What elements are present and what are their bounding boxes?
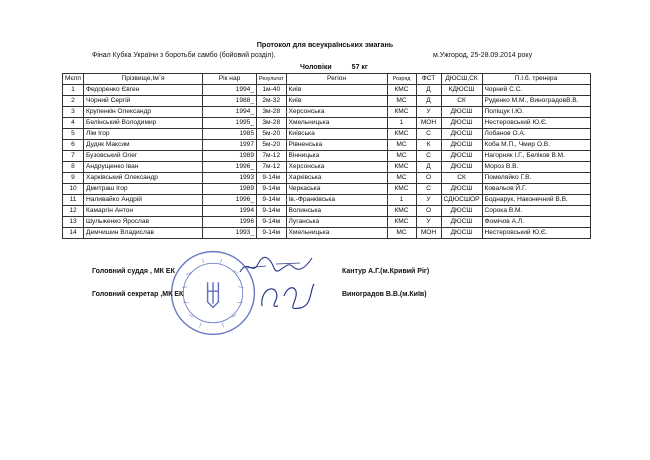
cell-school: СК (441, 173, 482, 184)
cell-coach: Помеляйко Г.В. (482, 173, 590, 184)
cell-school: ДЮСШ (441, 129, 482, 140)
cell-result: 9-14м (257, 228, 287, 239)
chief-judge-title: Головний суддя , МК ЕК (92, 268, 175, 275)
cell-birth: 1996_ (203, 195, 257, 206)
cell-place: 3 (63, 107, 84, 118)
cell-name: Федоренко Євген (84, 85, 203, 96)
cell-school: ДЮСШ (441, 151, 482, 162)
table-row (63, 129, 591, 140)
cell-region: Київ (286, 85, 387, 96)
cell-region: Хмельницька (286, 118, 387, 129)
cell-name: Андрущенко Іван (84, 162, 203, 173)
cell-school: ДЮСШ (441, 107, 482, 118)
cell-school: СК (441, 96, 482, 107)
cell-region: Херсонська (286, 162, 387, 173)
cell-name: Белінський Володимир (84, 118, 203, 129)
results-table (62, 73, 591, 239)
cell-name: Камаргін Антон (84, 206, 203, 217)
cell-place: 10 (63, 184, 84, 195)
chief-judge-name: Кантур А.Г.(м.Кривий Ріг) (342, 268, 430, 275)
table-row (63, 173, 591, 184)
cell-coach: Руденко М.М., ВиноградовВ.В. (482, 96, 590, 107)
header-place: Мєпп (63, 74, 84, 85)
cell-region: Київ (286, 96, 387, 107)
cell-school: ДЮСШ (441, 162, 482, 173)
header-birth: Рік нар (203, 74, 257, 85)
cell-rank: КМС (387, 184, 416, 195)
weight-row (300, 64, 368, 71)
cell-rank: КМС (387, 129, 416, 140)
cell-name: Дудяк Максим (84, 140, 203, 151)
cell-birth: 1993 (203, 173, 257, 184)
cell-rank: КМС (387, 85, 416, 96)
cell-coach: Лобанов О.А. (482, 129, 590, 140)
cell-birth: 1996 (203, 217, 257, 228)
judge-signature (236, 254, 316, 278)
cell-coach: Фомічов А.Л. (482, 217, 590, 228)
cell-region: Ів.-Франківська (286, 195, 387, 206)
cell-coach: Боднарук, Наконечний В.В. (482, 195, 590, 206)
cell-fst: С (416, 151, 441, 162)
cell-region: Хмельницька (286, 228, 387, 239)
header-result: Результат (257, 74, 287, 85)
cell-result: 3м-28 (257, 107, 287, 118)
cell-name: Крупенкін Олександр (84, 107, 203, 118)
protocol-title: Протокол для всеукраїнських змагань (256, 40, 394, 49)
table-row (63, 206, 591, 217)
secretary-signature (254, 276, 318, 316)
cell-rank: МС (387, 228, 416, 239)
cell-school: ДЮСШ (441, 140, 482, 151)
cell-result: 5м-20 (257, 140, 287, 151)
cell-school: ДЮСШ (441, 118, 482, 129)
cell-coach: Нестеровський Ю.Є. (482, 228, 590, 239)
cell-region: Вінницька (286, 151, 387, 162)
cell-place: 9 (63, 173, 84, 184)
cell-fst: МОН (416, 228, 441, 239)
cell-rank: МС (387, 173, 416, 184)
cell-region: Волинська (286, 206, 387, 217)
cell-fst: Д (416, 96, 441, 107)
cell-birth: 1996_ (203, 162, 257, 173)
cell-fst: О (416, 173, 441, 184)
cell-region: Київська (286, 129, 387, 140)
cell-region: Луганська (286, 217, 387, 228)
table-row (63, 118, 591, 129)
cell-rank: КМС (387, 217, 416, 228)
cell-school: ДЮСШ (441, 217, 482, 228)
chief-secretary-name: Виноградов В.В.(м.Київ) (342, 291, 427, 298)
cell-result: 1м-40 (257, 85, 287, 96)
cell-fst: О (416, 206, 441, 217)
cell-place: 5 (63, 129, 84, 140)
cell-place: 11 (63, 195, 84, 206)
cell-region: Херсонська (286, 107, 387, 118)
cell-coach: Коба М.П., Чмир О.В. (482, 140, 590, 151)
table-row (63, 96, 591, 107)
cell-result: 9-14м (257, 195, 287, 206)
cell-rank: КМС (387, 107, 416, 118)
cell-place: 8 (63, 162, 84, 173)
cell-result: 7м-12 (257, 151, 287, 162)
table-row (63, 228, 591, 239)
cell-place: 14 (63, 228, 84, 239)
cell-coach: Нагорняк І.Г., Беліков В.М. (482, 151, 590, 162)
cell-rank: КМС (387, 162, 416, 173)
cell-place: 2 (63, 96, 84, 107)
chief-secretary-title: Головний секретар ,МК ЕК (92, 291, 184, 298)
header-region: Регіон (286, 74, 387, 85)
cell-fst: У (416, 217, 441, 228)
cell-birth: 1985 (203, 129, 257, 140)
table-row (63, 217, 591, 228)
cell-name: Дмитраш Ігор (84, 184, 203, 195)
cell-name: Лім Ігор (84, 129, 203, 140)
cell-fst: К (416, 140, 441, 151)
cell-fst: С (416, 184, 441, 195)
cell-fst: Д (416, 85, 441, 96)
competition-subtitle: Фінал Кубка України з боротьби самбо (бойовий розділ). (92, 52, 276, 59)
cell-name: Чорний Сергій (84, 96, 203, 107)
cell-school: СДЮСШОР (441, 195, 482, 206)
cell-fst: С (416, 129, 441, 140)
header-fst: ФСТ (416, 74, 441, 85)
cell-birth: 1994 (203, 206, 257, 217)
cell-place: 1 (63, 85, 84, 96)
cell-result: 5м-20 (257, 129, 287, 140)
cell-birth: 1994_ (203, 107, 257, 118)
cell-region: Рівненська (286, 140, 387, 151)
cell-place: 12 (63, 206, 84, 217)
cell-name: Демчишин Владислав (84, 228, 203, 239)
cell-region: Харківська (286, 173, 387, 184)
cell-result: 9-14м (257, 206, 287, 217)
cell-coach: Чорний С.С. (482, 85, 590, 96)
cell-birth: 1989 (203, 184, 257, 195)
cell-birth: 1995_ (203, 118, 257, 129)
header-coach: П.І.б. тренера (482, 74, 590, 85)
table-row (63, 195, 591, 206)
cell-name: Харківський Олександр (84, 173, 203, 184)
cell-fst: Д (416, 162, 441, 173)
cell-place: 6 (63, 140, 84, 151)
table-row (63, 107, 591, 118)
cell-coach: Мороз В.В. (482, 162, 590, 173)
cell-birth: 1993_ (203, 228, 257, 239)
header-rank: Розряд (387, 74, 416, 85)
cell-rank: КМС (387, 206, 416, 217)
table-row (63, 184, 591, 195)
cell-fst: У (416, 195, 441, 206)
cell-rank: 1 (387, 195, 416, 206)
cell-name: Наливайко Андрій (84, 195, 203, 206)
cell-place: 7 (63, 151, 84, 162)
cell-birth: 1989 (203, 151, 257, 162)
cell-result: 9-14м (257, 217, 287, 228)
weight-class: 57 кг (351, 64, 368, 71)
table-row (63, 162, 591, 173)
table-row (63, 140, 591, 151)
cell-result: 3м-28 (257, 118, 287, 129)
cell-rank: 1 (387, 118, 416, 129)
cell-birth: 1997 (203, 140, 257, 151)
table-header-row (63, 74, 591, 85)
cell-rank: МС (387, 140, 416, 151)
cell-rank: МС (387, 151, 416, 162)
table-row (63, 151, 591, 162)
table-row (63, 85, 591, 96)
cell-coach: Ковальов Й.Г. (482, 184, 590, 195)
cell-name: Бузовський Олег (84, 151, 203, 162)
cell-rank: МС (387, 96, 416, 107)
results-body (63, 85, 591, 239)
cell-school: ДЮСШ (441, 184, 482, 195)
cell-place: 4 (63, 118, 84, 129)
cell-fst: МОН (416, 118, 441, 129)
cell-school: ДЮСШ (441, 206, 482, 217)
cell-result: 7м-12 (257, 162, 287, 173)
header-school: ДЮСШ,СК (441, 74, 482, 85)
cell-birth: 1988_ (203, 96, 257, 107)
cell-birth: 1994_ (203, 85, 257, 96)
cell-region: Черкаська (286, 184, 387, 195)
gender-label: Чоловіки (300, 64, 332, 71)
header-name: Прізвище,Ім`я (84, 74, 203, 85)
cell-school: КДЮСШ (441, 85, 482, 96)
cell-coach: Поліщук І.Ю. (482, 107, 590, 118)
cell-fst: У (416, 107, 441, 118)
cell-school: ДЮСШ (441, 228, 482, 239)
cell-result: 9-14м (257, 173, 287, 184)
cell-name: Шульженко Ярослав (84, 217, 203, 228)
cell-result: 9-14м (257, 184, 287, 195)
cell-coach: Нестеровський Ю.Є. (482, 118, 590, 129)
place-date: м.Ужгород, 25-28.09.2014 року (433, 52, 533, 59)
cell-coach: Сорока В.М. (482, 206, 590, 217)
cell-result: 2м-32 (257, 96, 287, 107)
cell-place: 13 (63, 217, 84, 228)
